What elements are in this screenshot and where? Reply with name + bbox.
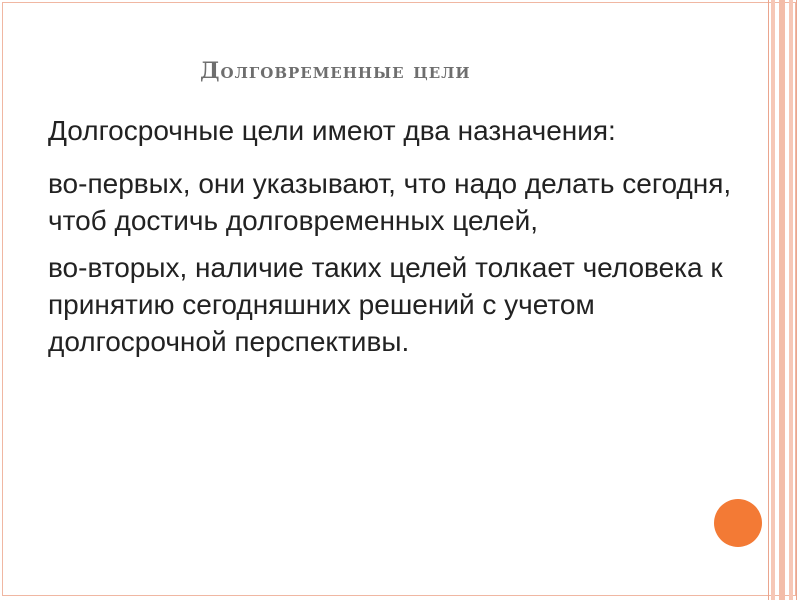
paragraph-intro: Долгосрочные цели имеют два назначения:: [48, 115, 616, 146]
paragraph-second-point: во-вторых, наличие таких целей толкает человека к принятию сегодняшних решений с учетом долгосрочной перспективы.: [48, 252, 723, 357]
slide-title: Долговременные цели: [200, 58, 471, 84]
orange-circle-icon: [714, 499, 762, 547]
decor-bar-1: [771, 0, 775, 600]
decor-bar-3: [789, 0, 793, 600]
paragraph-first-point: во-первых, они указывают, что надо делать сегодня, чтоб достичь долговременных целей,: [48, 168, 732, 236]
decor-line-left: [768, 0, 769, 600]
decor-line-right: [796, 0, 797, 600]
decor-bar-2: [779, 0, 785, 600]
slide-body: [48, 112, 748, 370]
